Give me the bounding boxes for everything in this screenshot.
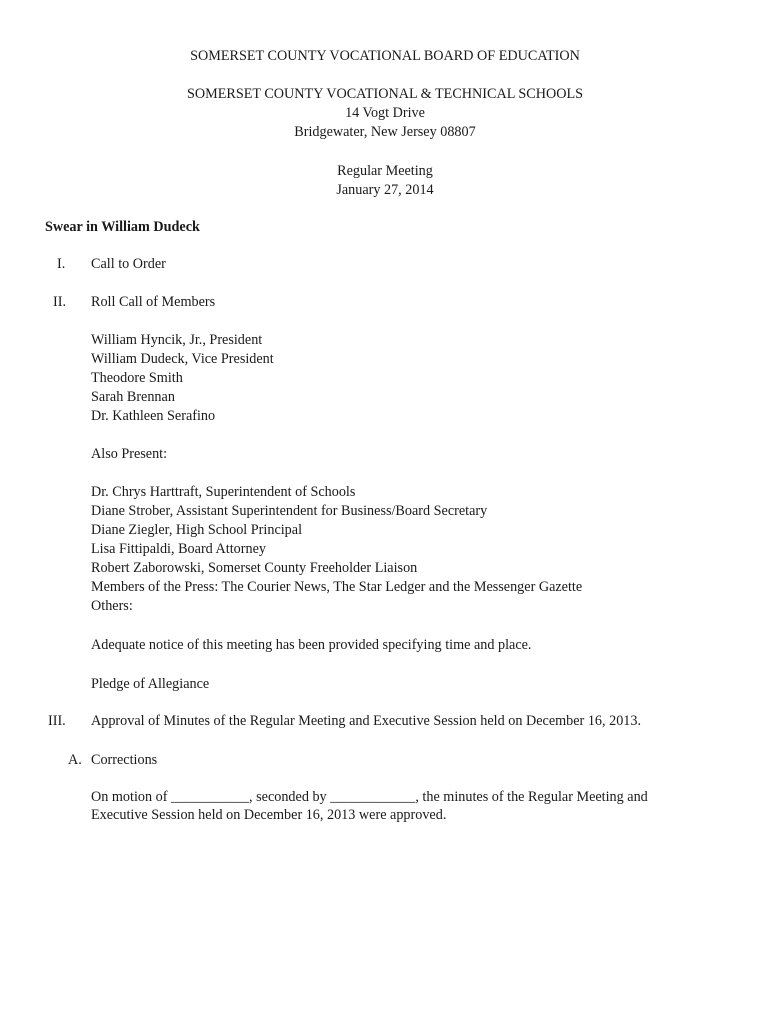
attendee-item: Diane Ziegler, High School Principal	[91, 522, 303, 538]
motion-line-1: On motion of ___________, seconded by ____________, the minutes of the Regular Meeting and	[91, 789, 648, 805]
attendee-item: Members of the Press: The Courier News, The Star Ledger and the Messenger Gazette	[91, 579, 583, 595]
item-ii-number: II.	[53, 294, 66, 310]
member-item: Sarah Brennan	[91, 389, 175, 405]
item-i-number: I.	[57, 256, 66, 272]
item-ii-label: Roll Call of Members	[91, 294, 216, 310]
also-present-list	[91, 483, 582, 616]
item-iii-number: III.	[48, 713, 66, 729]
board-title: SOMERSET COUNTY VOCATIONAL BOARD OF EDUCATION	[190, 48, 580, 64]
member-item: William Hyncik, Jr., President	[91, 332, 263, 348]
attendee-item: Robert Zaborowski, Somerset County Freeholder Liaison	[91, 560, 418, 576]
meeting-date: January 27, 2014	[336, 182, 434, 198]
pledge-text: Pledge of Allegiance	[91, 676, 210, 692]
motion-line-2: Executive Session held on December 16, 2013 were approved.	[91, 807, 447, 823]
member-item: Theodore Smith	[91, 370, 183, 386]
notice-text: Adequate notice of this meeting has been provided specifying time and place.	[91, 637, 532, 653]
street-address: 14 Vogt Drive	[345, 105, 425, 121]
members-list	[91, 331, 274, 426]
meeting-type: Regular Meeting	[337, 163, 433, 179]
swear-in-heading: Swear in William Dudeck	[45, 219, 200, 235]
item-i-label: Call to Order	[91, 256, 166, 272]
attendee-item: Others:	[91, 598, 133, 614]
corrections-label: Corrections	[91, 752, 158, 768]
corrections-letter: A.	[68, 752, 82, 768]
city-address: Bridgewater, New Jersey 08807	[294, 124, 476, 140]
member-item: William Dudeck, Vice President	[91, 351, 274, 367]
attendee-item: Lisa Fittipaldi, Board Attorney	[91, 541, 266, 557]
attendee-item: Diane Strober, Assistant Superintendent for Business/Board Secretary	[91, 503, 488, 519]
also-present-label: Also Present:	[91, 446, 168, 462]
member-item: Dr. Kathleen Serafino	[91, 408, 216, 424]
attendee-item: Dr. Chrys Harttraft, Superintendent of Schools	[91, 484, 356, 500]
schools-title: SOMERSET COUNTY VOCATIONAL & TECHNICAL SCHOOLS	[186, 86, 584, 102]
item-iii-label: Approval of Minutes of the Regular Meeting and Executive Session held on December 16, 2013.	[91, 713, 642, 729]
